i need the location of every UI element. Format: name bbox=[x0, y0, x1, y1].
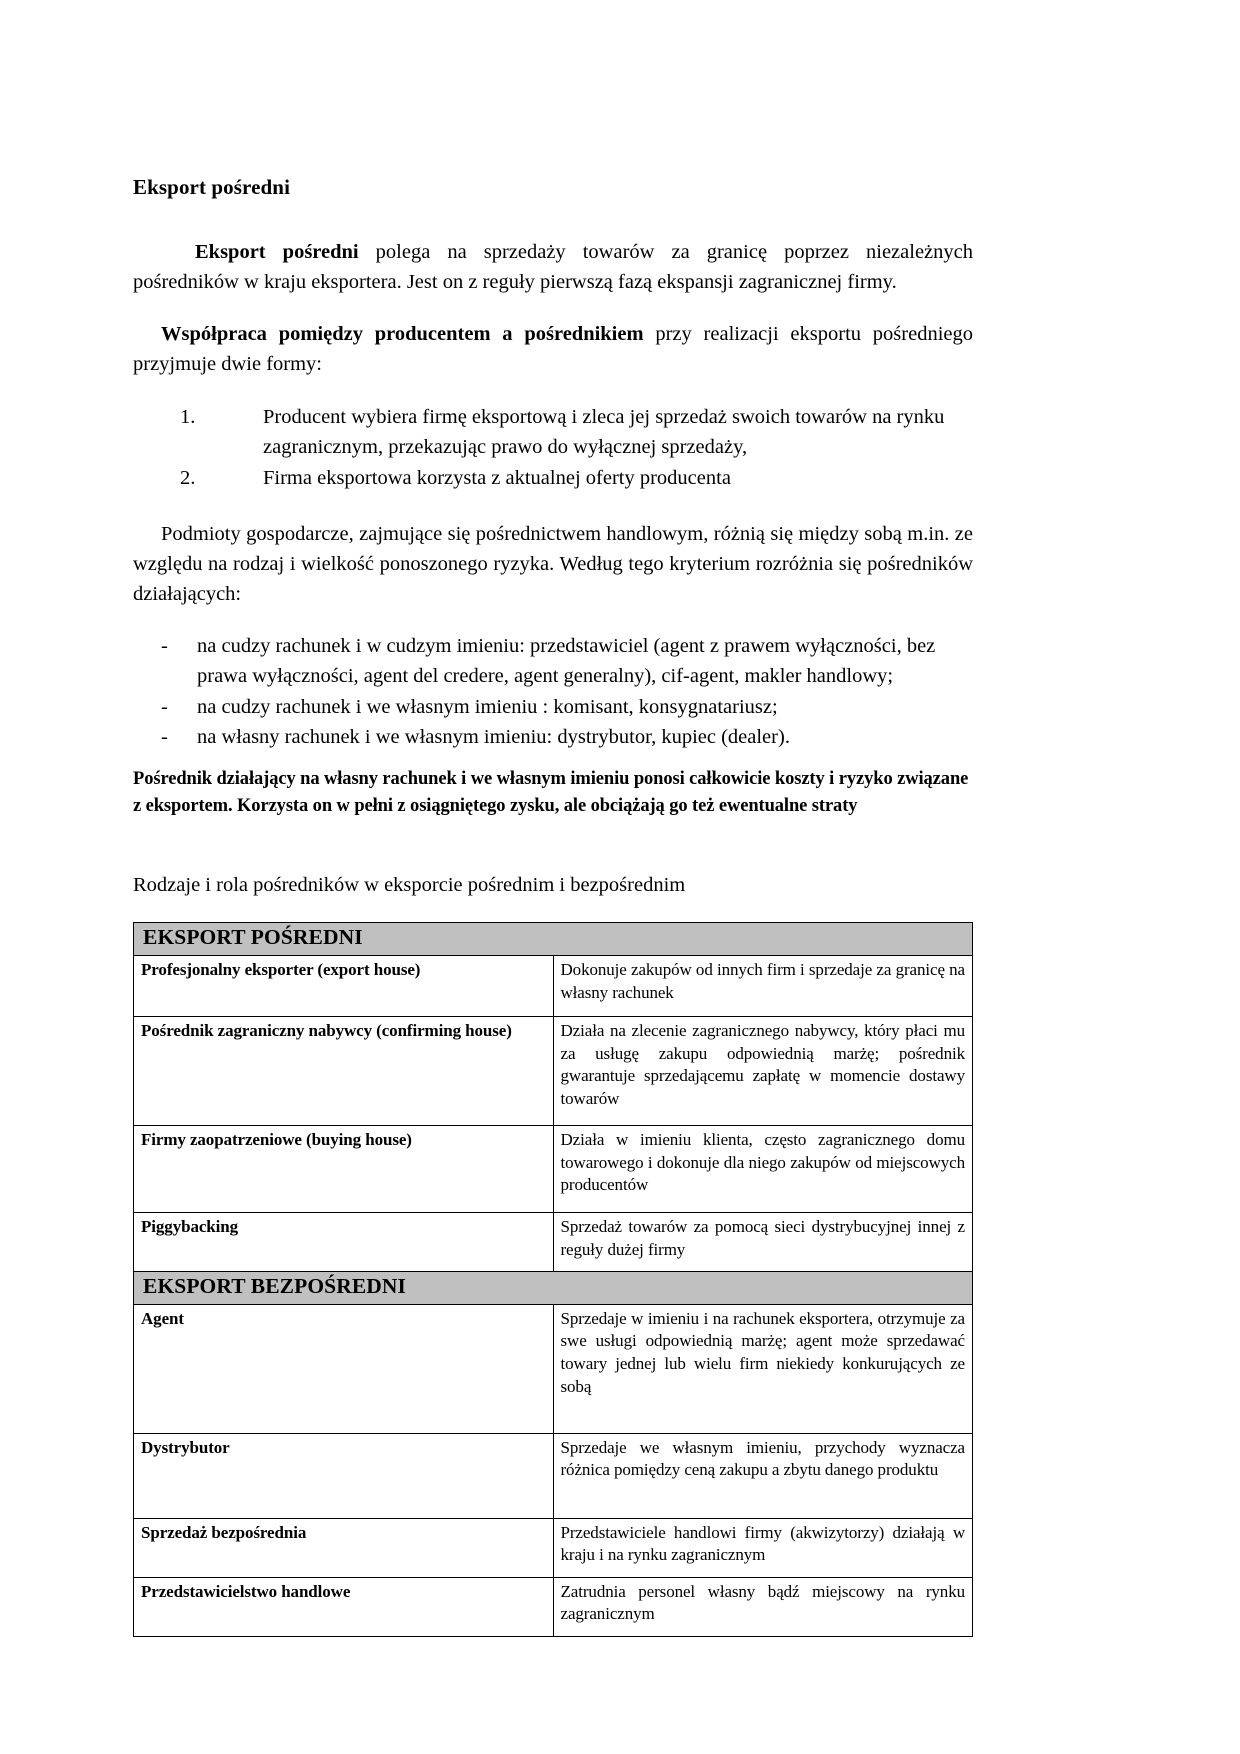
list-item: - na cudzy rachunek i w cudzym imieniu: przedstawiciel (agent z prawem wyłączności, bez prawa wyłączności, agent del credere, agent generalny), cif-agent, makler handlowy; bbox=[133, 631, 973, 691]
row-description: Sprzedaje we własnym imieniu, przychody wyznacza różnica pomiędzy ceną zakupu a zbytu danego produktu bbox=[553, 1433, 973, 1518]
row-description: Działa na zlecenie zagranicznego nabywcy, który płaci mu za usługę zakupu odpowiednią marżę; pośrednik gwarantuje sprzedającemu zapłatę w momencie dostawy towarów bbox=[553, 1016, 973, 1125]
table-row bbox=[134, 1212, 973, 1271]
table-row bbox=[134, 1125, 973, 1212]
numbered-list bbox=[133, 402, 973, 493]
table-row bbox=[134, 955, 973, 1016]
table-row bbox=[134, 1433, 973, 1518]
paragraph-intro-rest: polega na sprzedaży towarów za granicę poprzez niezależnych pośredników w kraju eksportera. Jest on z reguły pierwszą fazą ekspansji zagranicznej firmy. bbox=[133, 241, 973, 294]
list-item: Producent wybiera firmę eksportową i zleca jej sprzedaż swoich towarów na rynku zagranicznym, przekazując prawo do wyłącznej sprzedaży, bbox=[263, 405, 945, 458]
row-name: Piggybacking bbox=[134, 1212, 554, 1271]
table-row bbox=[134, 1016, 973, 1125]
section-header-label: EKSPORT BEZPOŚREDNI bbox=[134, 1271, 973, 1304]
row-name: Firmy zaopatrzeniowe (buying house) bbox=[134, 1125, 554, 1212]
paragraph-cooperation-lead: Współpraca pomiędzy producentem a pośrednikiem bbox=[161, 323, 644, 346]
paragraph-intro bbox=[133, 237, 973, 297]
row-name: Przedstawicielstwo handlowe bbox=[134, 1577, 554, 1636]
document-content bbox=[133, 176, 973, 1637]
row-description: Zatrudnia personel własny bądź miejscowy na rynku zagranicznym bbox=[553, 1577, 973, 1636]
row-description: Przedstawiciele handlowi firmy (akwizytorzy) działają w kraju i na rynku zagranicznym bbox=[553, 1518, 973, 1577]
row-name: Agent bbox=[134, 1304, 554, 1433]
section-header-label: EKSPORT POŚREDNI bbox=[134, 923, 973, 956]
table-row bbox=[134, 1304, 973, 1433]
row-name: Pośrednik zagraniczny nabywcy (confirming house) bbox=[134, 1016, 554, 1125]
dash-list bbox=[133, 631, 973, 752]
table-row bbox=[134, 1577, 973, 1636]
intermediaries-table bbox=[133, 922, 973, 1637]
table-row bbox=[134, 1518, 973, 1577]
paragraph-cooperation-rest: przy realizacji eksportu pośredniego przyjmuje dwie formy: bbox=[133, 323, 973, 376]
row-description: Dokonuje zakupów od innych firm i sprzedaje za granicę na własny rachunek bbox=[553, 955, 973, 1016]
paragraph-entities: Podmioty gospodarcze, zajmujące się pośrednictwem handlowym, różnią się między sobą m.in. ze względu na rodzaj i wielkość ponoszonego ryzyka. Według tego kryterium rozróżnia się pośredników działających: bbox=[133, 522, 973, 606]
paragraph-cooperation bbox=[133, 319, 973, 379]
row-name: Profesjonalny eksporter (export house) bbox=[134, 955, 554, 1016]
list-item: Firma eksportowa korzysta z aktualnej oferty producenta bbox=[263, 466, 731, 489]
row-name: Dystrybutor bbox=[134, 1433, 554, 1518]
table-caption: Rodzaje i rola pośredników w eksporcie pośrednim i bezpośrednim bbox=[133, 874, 686, 897]
row-name: Sprzedaż bezpośrednia bbox=[134, 1518, 554, 1577]
row-description: Sprzedaje w imieniu i na rachunek eksportera, otrzymuje za swe usługi odpowiednią marżę; agent może sprzedawać towary jednej lub wielu firm niekiedy konkurujących ze sobą bbox=[553, 1304, 973, 1433]
row-description: Działa w imieniu klienta, często zagranicznego domu towarowego i dokonuje dla niego zakupów od miejscowych producentów bbox=[553, 1125, 973, 1212]
bold-note-paragraph: Pośrednik działający na własny rachunek i we własnym imieniu ponosi całkowicie koszty i ryzyko związane z eksportem. Korzysta on w pełni z osiągniętego zysku, ale obciążają go też ewentualne straty bbox=[133, 768, 969, 816]
table-section-header-indirect bbox=[134, 923, 973, 956]
list-item: - na cudzy rachunek i we własnym imieniu : komisant, konsygnatariusz; bbox=[133, 692, 973, 722]
page-title: Eksport pośredni bbox=[133, 175, 291, 199]
list-item: - na własny rachunek i we własnym imieniu: dystrybutor, kupiec (dealer). bbox=[133, 722, 973, 752]
row-description: Sprzedaż towarów za pomocą sieci dystrybucyjnej innej z reguły dużej firmy bbox=[553, 1212, 973, 1271]
paragraph-intro-lead: Eksport pośredni bbox=[195, 241, 359, 264]
table-section-header-direct bbox=[134, 1271, 973, 1304]
